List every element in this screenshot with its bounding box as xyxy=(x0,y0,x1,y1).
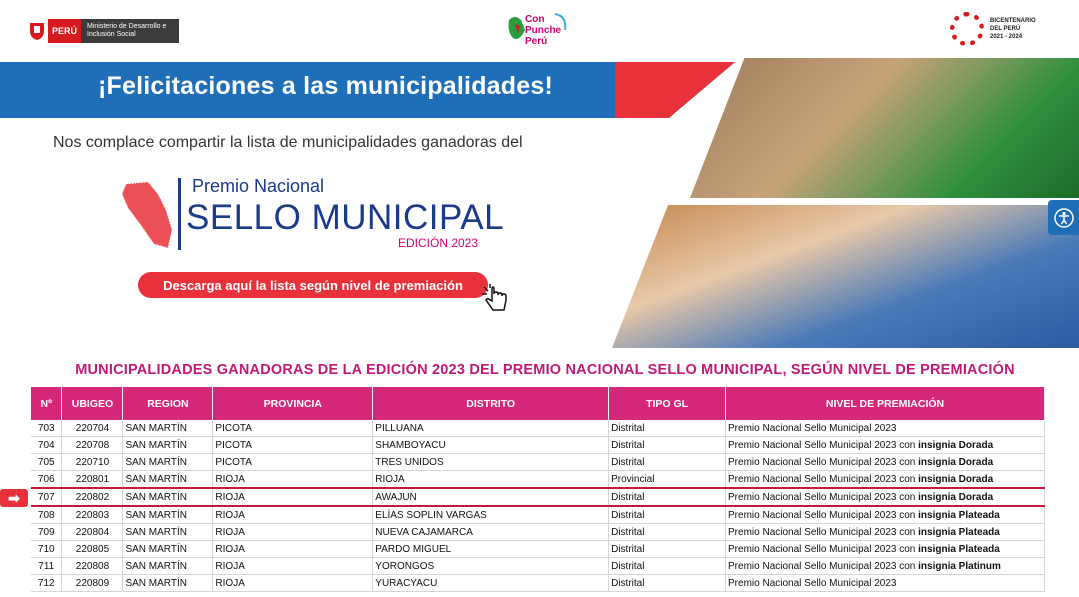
cell-ubigeo: 220801 xyxy=(62,471,123,489)
table-row[interactable] xyxy=(31,558,1045,575)
cell-ubigeo: 220710 xyxy=(62,454,123,471)
cell-ubigeo: 220809 xyxy=(62,575,123,592)
cell-number: 703 xyxy=(31,420,62,437)
table-row[interactable] xyxy=(31,420,1045,437)
hand-pointer-icon xyxy=(480,283,512,315)
cell-number: 709 xyxy=(31,524,62,541)
peru-map-icon xyxy=(118,180,176,252)
arrow-right-icon: ➡ xyxy=(0,489,28,507)
cell-nivel xyxy=(726,506,1045,524)
headline: ¡Felicitaciones a las municipalidades! xyxy=(98,72,553,100)
peru-shield-icon xyxy=(26,19,48,43)
accessibility-icon xyxy=(1054,208,1074,228)
cell-region: SAN MARTÍN xyxy=(123,575,213,592)
col-header[interactable]: NIVEL DE PREMIACIÓN xyxy=(726,387,1045,420)
bicentenario-line1: BICENTENARIO xyxy=(990,18,1036,24)
cell-provincia: PICOTA xyxy=(213,420,373,437)
nivel-text: Premio Nacional Sello Municipal 2023 con xyxy=(728,439,919,451)
col-header[interactable]: PROVINCIA xyxy=(213,387,373,420)
cell-nivel xyxy=(726,524,1045,541)
insignia-text: insignia Plateada xyxy=(918,543,1000,555)
cell-number: 711 xyxy=(31,558,62,575)
table-row[interactable] xyxy=(31,488,1045,506)
accessibility-button[interactable] xyxy=(1048,200,1079,235)
table-row[interactable] xyxy=(31,541,1045,558)
cell-region: SAN MARTÍN xyxy=(123,437,213,454)
table-row[interactable] xyxy=(31,575,1045,592)
cell-ubigeo: 220802 xyxy=(62,488,123,506)
cell-number: 704 xyxy=(31,437,62,454)
cell-provincia: RIOJA xyxy=(213,575,373,592)
col-header[interactable]: UBIGEO xyxy=(62,387,123,420)
col-header[interactable]: REGION xyxy=(123,387,213,420)
cell-provincia: RIOJA xyxy=(213,524,373,541)
cell-tipo: Distrital xyxy=(609,558,726,575)
cell-ubigeo: 220804 xyxy=(62,524,123,541)
nivel-text: Premio Nacional Sello Municipal 2023 xyxy=(728,577,897,589)
photo-woman xyxy=(690,58,1079,198)
cell-region: SAN MARTÍN xyxy=(123,558,213,575)
cell-ubigeo: 220808 xyxy=(62,558,123,575)
cell-nivel xyxy=(726,471,1045,489)
cell-distrito: NUEVA CAJAMARCA xyxy=(373,524,609,541)
premio-edition: EDICIÓN 2023 xyxy=(398,236,479,250)
gov-ministry: Ministerio de Desarrollo e Inclusión Social xyxy=(81,19,179,43)
cell-nivel xyxy=(726,420,1045,437)
nivel-text: Premio Nacional Sello Municipal 2023 con xyxy=(728,509,919,521)
punche-text: Con Punche Perú xyxy=(525,14,562,47)
cell-region: SAN MARTÍN xyxy=(123,471,213,489)
table-row[interactable] xyxy=(31,524,1045,541)
insignia-text: insignia Plateada xyxy=(918,526,1000,538)
cell-tipo: Distrital xyxy=(609,575,726,592)
cell-nivel xyxy=(726,437,1045,454)
insignia-text: insignia Dorada xyxy=(918,491,994,503)
banner xyxy=(0,58,1079,348)
cell-tipo: Provincial xyxy=(609,471,726,489)
nivel-text: Premio Nacional Sello Municipal 2023 con xyxy=(728,456,919,468)
cell-distrito: RIOJA xyxy=(373,471,609,489)
cell-nivel xyxy=(726,575,1045,592)
cell-distrito: TRES UNIDOS xyxy=(373,454,609,471)
nivel-text: Premio Nacional Sello Municipal 2023 con xyxy=(728,473,919,485)
cell-region: SAN MARTÍN xyxy=(123,420,213,437)
table-row[interactable] xyxy=(31,506,1045,524)
cell-region: SAN MARTÍN xyxy=(123,506,213,524)
cell-tipo: Distrital xyxy=(609,454,726,471)
cell-provincia: PICOTA xyxy=(213,454,373,471)
top-header xyxy=(0,0,1079,59)
gov-country: PERÚ xyxy=(48,19,81,43)
cell-number: 706 xyxy=(31,471,62,489)
cell-distrito: PARDO MIGUEL xyxy=(373,541,609,558)
photo-children xyxy=(612,205,1079,348)
cell-distrito: YORONGOS xyxy=(373,558,609,575)
insignia-text: insignia Dorada xyxy=(918,439,994,451)
cell-number: 707 xyxy=(31,488,62,506)
table-title: MUNICIPALIDADES GANADORAS DE LA EDICIÓN 2023 DEL PREMIO NACIONAL SELLO MUNICIPAL, SEGÚN NIVEL DE PREMIACIÓN xyxy=(75,362,1015,378)
cell-ubigeo: 220803 xyxy=(62,506,123,524)
premio-line1: Premio Nacional xyxy=(192,176,325,196)
cell-ubigeo: 220708 xyxy=(62,437,123,454)
insignia-text: insignia Platinum xyxy=(918,560,1001,572)
cell-tipo: Distrital xyxy=(609,506,726,524)
cell-distrito: PILLUANA xyxy=(373,420,609,437)
nivel-text: Premio Nacional Sello Municipal 2023 con xyxy=(728,526,919,538)
nivel-text: Premio Nacional Sello Municipal 2023 con xyxy=(728,543,919,555)
cell-tipo: Distrital xyxy=(609,488,726,506)
punche-peru-logo[interactable] xyxy=(505,8,571,48)
gov-logo[interactable] xyxy=(26,19,179,43)
cell-distrito: AWAJUN xyxy=(373,488,609,506)
bicentenario-years: 2021 - 2024 xyxy=(990,34,1023,40)
cell-nivel xyxy=(726,541,1045,558)
cell-number: 708 xyxy=(31,506,62,524)
cell-nivel xyxy=(726,558,1045,575)
cell-distrito: ELÍAS SOPLIN VARGAS xyxy=(373,506,609,524)
subline: Nos complace compartir la lista de municipalidades ganadoras del xyxy=(53,134,523,151)
insignia-text: insignia Dorada xyxy=(918,473,994,485)
cell-tipo: Distrital xyxy=(609,524,726,541)
cell-tipo: Distrital xyxy=(609,437,726,454)
cell-distrito: YURACYACU xyxy=(373,575,609,592)
nivel-text: Premio Nacional Sello Municipal 2023 con xyxy=(728,560,919,572)
bicentenario-line2: DEL PERÚ xyxy=(990,26,1021,32)
cell-number: 705 xyxy=(31,454,62,471)
cell-region: SAN MARTÍN xyxy=(123,524,213,541)
cell-tipo: Distrital xyxy=(609,541,726,558)
cell-ubigeo: 220704 xyxy=(62,420,123,437)
cell-region: SAN MARTÍN xyxy=(123,454,213,471)
insignia-text: insignia Dorada xyxy=(918,456,994,468)
nivel-text: Premio Nacional Sello Municipal 2023 con xyxy=(728,491,919,503)
cell-provincia: RIOJA xyxy=(213,506,373,524)
bicentenario-logo[interactable] xyxy=(950,12,1036,46)
cell-number: 712 xyxy=(31,575,62,592)
cell-region: SAN MARTÍN xyxy=(123,541,213,558)
col-header[interactable]: DISTRITO xyxy=(373,387,609,420)
cell-distrito: SHAMBOYACU xyxy=(373,437,609,454)
nivel-text: Premio Nacional Sello Municipal 2023 xyxy=(728,422,897,434)
table-row[interactable] xyxy=(31,437,1045,454)
insignia-text: insignia Plateada xyxy=(918,509,1000,521)
table-row[interactable] xyxy=(31,454,1045,471)
col-header[interactable]: TIPO GL xyxy=(609,387,726,420)
cell-tipo: Distrital xyxy=(609,420,726,437)
download-list-button[interactable]: Descarga aquí la lista según nivel de premiación xyxy=(138,272,488,298)
cell-nivel xyxy=(726,488,1045,506)
premio-divider xyxy=(178,178,181,250)
cell-provincia: RIOJA xyxy=(213,558,373,575)
table-row[interactable] xyxy=(31,471,1045,489)
cell-provincia: PICOTA xyxy=(213,437,373,454)
cell-number: 710 xyxy=(31,541,62,558)
winners-table xyxy=(31,387,1045,592)
cell-provincia: RIOJA xyxy=(213,488,373,506)
col-header[interactable]: Nº xyxy=(31,387,62,420)
cell-provincia: RIOJA xyxy=(213,541,373,558)
cell-ubigeo: 220805 xyxy=(62,541,123,558)
table-header-row xyxy=(31,387,1045,420)
cell-region: SAN MARTÍN xyxy=(123,488,213,506)
bicentenario-ring-icon xyxy=(950,12,984,46)
cell-nivel xyxy=(726,454,1045,471)
cell-provincia: RIOJA xyxy=(213,471,373,489)
premio-title: SELLO MUNICIPAL xyxy=(186,198,505,237)
